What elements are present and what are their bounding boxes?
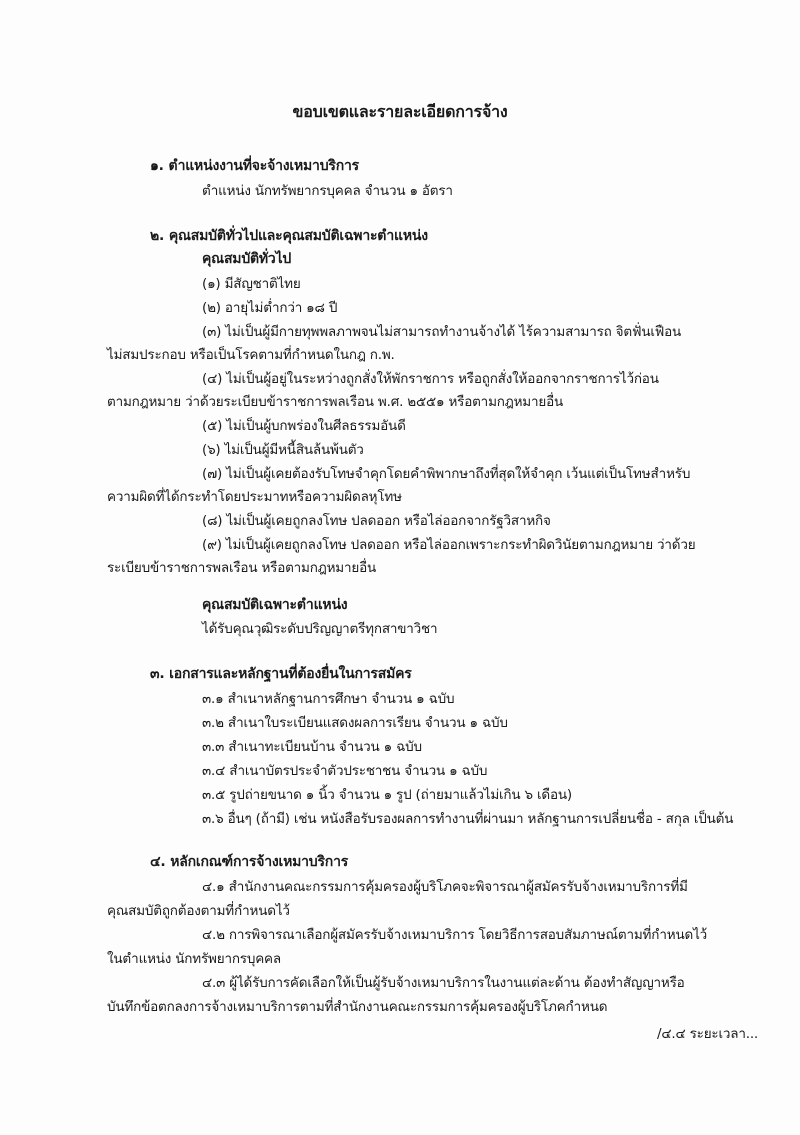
criteria-item-4-3: ๔.๓ ผู้ได้รับการคัดเลือกให้เป็นผู้รับจ้างเหมาบริการในงานแต่ละด้าน ต้องทำสัญญาหรือ — [202, 975, 685, 991]
document-title: ขอบเขตและรายละเอียดการจ้าง — [292, 102, 508, 121]
general-item-7-cont: ความผิดที่ได้กระทำโดยประมาทหรือความผิดลหุโทษ — [107, 489, 402, 505]
document-item-3-6: ๓.๖ อื่นๆ (ถ้ามี) เช่น หนังสือรับรองผลการทำงานที่ผ่านมา หลักฐานการเปลี่ยนชื่อ - สกุล เป็นต้น — [202, 811, 734, 827]
specific-qualifications-body: ได้รับคุณวุฒิระดับปริญญาตรีทุกสาขาวิชา — [202, 621, 438, 637]
page-continuation-marker: /๔.๔ ระยะเวลา... — [657, 1026, 758, 1042]
general-item-3-cont: ไม่สมประกอบ หรือเป็นโรคตามที่กำหนดในกฎ ก.พ. — [107, 347, 395, 363]
criteria-item-4-3-cont: บันทึกข้อตกลงการจ้างเหมาบริการตามที่สำนักงานคณะกรรมการคุ้มครองผู้บริโภคกำหนด — [107, 999, 608, 1015]
general-item-5: (๕) ไม่เป็นผู้บกพร่องในศีลธรรมอันดี — [202, 418, 406, 434]
general-item-9-cont: ระเบียบข้าราชการพลเรือน หรือตามกฎหมายอื่น — [107, 560, 377, 576]
document-item-3-5: ๓.๕ รูปถ่ายขนาด ๑ นิ้ว จำนวน ๑ รูป (ถ่ายมาแล้วไม่เกิน ๖ เดือน) — [202, 787, 572, 803]
section-4-heading: ๔. หลักเกณฑ์การจ้างเหมาบริการ — [150, 854, 349, 870]
general-item-2: (๒) อายุไม่ต่ำกว่า ๑๘ ปี — [202, 300, 338, 316]
document-item-3-2: ๓.๒ สำเนาใบระเบียนแสดงผลการเรียน จำนวน ๑ ฉบับ — [202, 715, 508, 731]
criteria-item-4-1-cont: คุณสมบัติถูกต้องตามที่กำหนดไว้ — [107, 903, 290, 919]
general-item-4: (๔) ไม่เป็นผู้อยู่ในระหว่างถูกสั่งให้พักราชการ หรือถูกสั่งให้ออกจากราชการไว้ก่อน — [202, 371, 659, 387]
general-qualifications-heading: คุณสมบัติทั่วไป — [202, 251, 292, 267]
section-2-heading: ๒. คุณสมบัติทั่วไปและคุณสมบัติเฉพาะตำแหน่ง — [150, 228, 428, 244]
general-item-9: (๙) ไม่เป็นผู้เคยถูกลงโทษ ปลดออก หรือไล่ออกเพราะกระทำผิดวินัยตามกฎหมาย ว่าด้วย — [202, 537, 696, 553]
document-item-3-1: ๓.๑ สำเนาหลักฐานการศึกษา จำนวน ๑ ฉบับ — [202, 691, 455, 707]
criteria-item-4-2: ๔.๒ การพิจารณาเลือกผู้สมัครรับจ้างเหมาบริการ โดยวิธีการสอบสัมภาษณ์ตามที่กำหนดไว้ — [202, 927, 708, 943]
general-item-7: (๗) ไม่เป็นผู้เคยต้องรับโทษจำคุกโดยคำพิพากษาถึงที่สุดให้จำคุก เว้นแต่เป็นโทษสำหรับ — [202, 466, 691, 482]
document-item-3-4: ๓.๔ สำเนาบัตรประจำตัวประชาชน จำนวน ๑ ฉบับ — [202, 763, 488, 779]
specific-qualifications-heading: คุณสมบัติเฉพาะตำแหน่ง — [202, 597, 348, 613]
general-item-1: (๑) มีสัญชาติไทย — [202, 276, 301, 292]
general-item-4-cont: ตามกฎหมาย ว่าด้วยระเบียบข้าราชการพลเรือน พ.ศ. ๒๕๕๑ หรือตามกฎหมายอื่น — [107, 394, 564, 410]
general-item-3: (๓) ไม่เป็นผู้มีกายทุพพลภาพจนไม่สามารถทำงานจ้างได้ ไร้ความสามารถ จิตฟั่นเฟือน — [202, 324, 682, 340]
criteria-item-4-1: ๔.๑ สำนักงานคณะกรรมการคุ้มครองผู้บริโภคจะพิจารณาผู้สมัครรับจ้างเหมาบริการที่มี — [202, 879, 688, 895]
section-1-heading: ๑. ตำแหน่งงานที่จะจ้างเหมาบริการ — [150, 158, 359, 174]
section-1-body: ตำแหน่ง นักทรัพยากรบุคคล จำนวน ๑ อัตรา — [202, 183, 453, 199]
criteria-item-4-2-cont: ในตำแหน่ง นักทรัพยากรบุคคล — [107, 951, 281, 967]
section-3-heading: ๓. เอกสารและหลักฐานที่ต้องยื่นในการสมัคร — [150, 666, 412, 682]
document-item-3-3: ๓.๓ สำเนาทะเบียนบ้าน จำนวน ๑ ฉบับ — [202, 739, 422, 755]
general-item-6: (๖) ไม่เป็นผู้มีหนี้สินล้นพ้นตัว — [202, 442, 364, 458]
general-item-8: (๘) ไม่เป็นผู้เคยถูกลงโทษ ปลดออก หรือไล่ออกจากรัฐวิสาหกิจ — [202, 513, 551, 529]
